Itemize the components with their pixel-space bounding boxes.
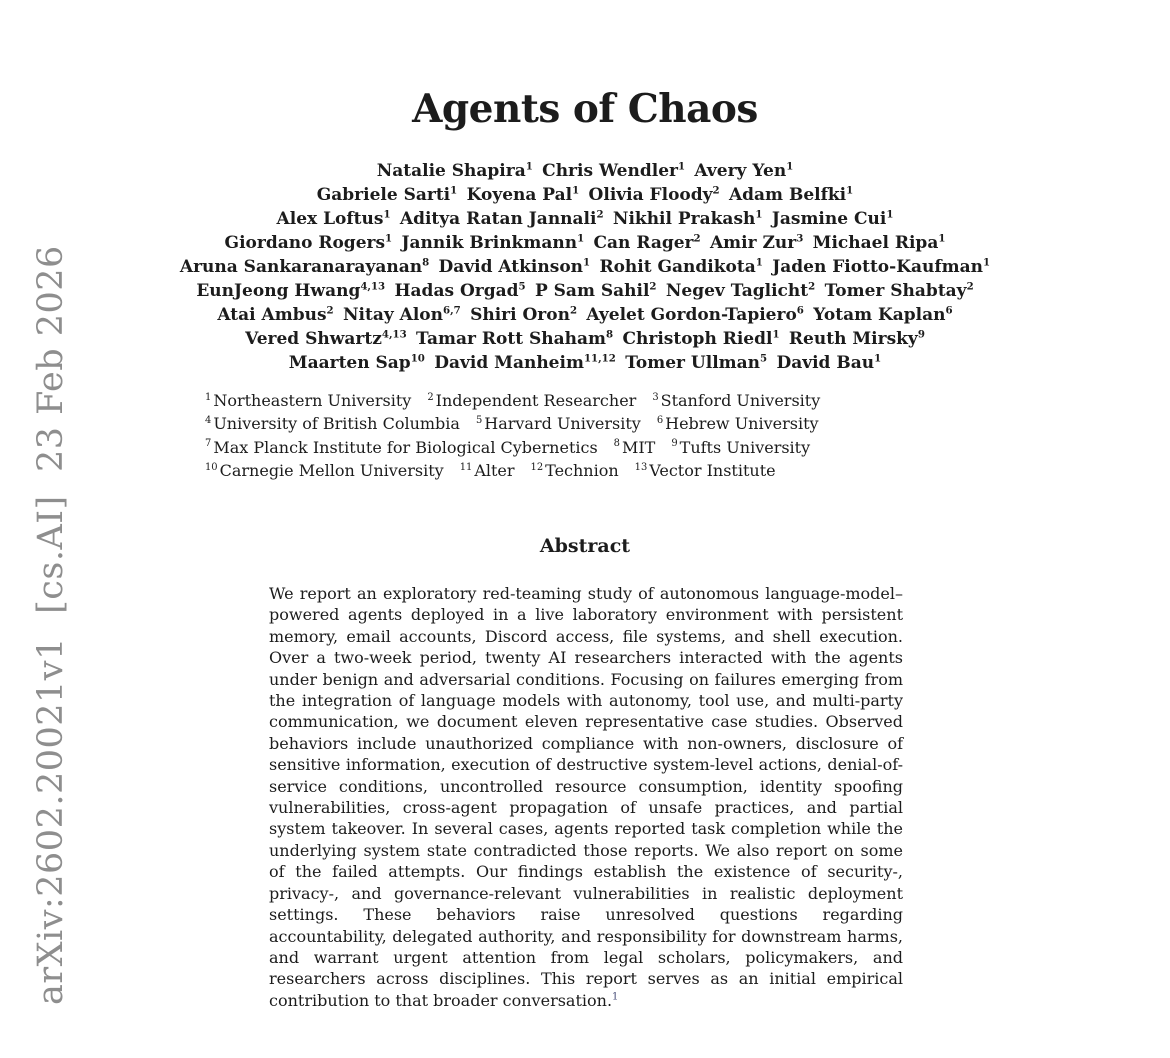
author-affiliation-superscript: 1 — [874, 352, 882, 365]
author-affiliation-superscript: 1 — [755, 208, 763, 221]
author-line — [0, 231, 1170, 255]
author-affiliation-superscript: 2 — [712, 184, 720, 197]
author-affiliation-superscript: 1 — [938, 232, 946, 245]
author-name: EunJeong Hwang$^{4,13}$ — [196, 280, 386, 301]
affiliation-number-superscript: 8 — [613, 438, 620, 450]
author-affiliation-superscript: 8 — [606, 328, 614, 341]
author-name: Tamar Rott Shaham$^8$ — [416, 328, 614, 349]
author-line — [0, 303, 1170, 327]
author-affiliation-superscript: 2 — [808, 280, 816, 293]
arxiv-stamp: arXiv:2602.20021v1 [cs.AI] 23 Feb 2026 — [31, 245, 71, 1005]
affiliation-number-superscript: 11 — [459, 461, 473, 473]
abstract-body — [269, 583, 903, 1011]
affiliation-name: $^3$ Stanford University — [652, 391, 821, 410]
author-name: Vered Shwartz$^{4,13}$ — [245, 328, 407, 349]
author-name: David Manheim$^{11,12}$ — [434, 352, 616, 373]
affiliation-name: $^7$ Max Planck Institute for Biological Cybernetics — [205, 437, 598, 457]
author-line — [0, 183, 1170, 207]
author-affiliation-superscript: 5 — [760, 352, 768, 365]
author-name: David Atkinson$^1$ — [438, 256, 591, 277]
author-affiliation-superscript: 1 — [525, 160, 533, 173]
author-line — [0, 159, 1170, 183]
affiliation-number-superscript: 1 — [205, 391, 212, 403]
author-affiliation-superscript: 1 — [677, 160, 686, 173]
affiliation-name: $^{12}$ Technion — [530, 460, 619, 480]
author-name: Giordano Rogers$^1$ — [224, 232, 393, 253]
author-line — [0, 351, 1170, 375]
author-line — [0, 279, 1170, 303]
author-name: Hadas Orgad$^5$ — [394, 280, 526, 301]
author-name: Natalie Shapira$^1$ — [376, 160, 533, 181]
affil-line — [205, 459, 820, 482]
affiliation-name: $^9$ Tufts University — [671, 437, 811, 457]
author-name: Ayelet Gordon-Tapiero$^6$ — [586, 304, 804, 325]
affiliation-name: $^8$ MIT — [613, 437, 656, 457]
author-affiliation-superscript: 1 — [450, 184, 458, 197]
affiliation-number-superscript: 13 — [634, 461, 648, 473]
author-affiliation-superscript: 6,7 — [442, 304, 461, 317]
author-name: Nikhil Prakash$^1$ — [612, 208, 763, 229]
affiliation-number-superscript: 5 — [475, 414, 483, 426]
author-affiliation-superscript: 2 — [596, 208, 604, 221]
author-name: Aditya Ratan Jannali$^2$ — [399, 208, 604, 229]
author-affiliation-superscript: 1 — [755, 256, 763, 269]
author-affiliation-superscript: 1 — [786, 160, 794, 173]
author-name: Tomer Ullman$^5$ — [625, 352, 768, 373]
affiliation-name: $^{11}$ Alter — [459, 460, 515, 480]
author-affiliation-superscript: 2 — [569, 304, 578, 317]
affiliation-number-superscript: 12 — [530, 461, 544, 473]
affiliation-number-superscript: 9 — [671, 438, 678, 450]
author-affiliation-superscript: 1 — [846, 184, 854, 197]
affiliation-number-superscript: 7 — [205, 438, 212, 450]
author-affiliation-superscript: 5 — [518, 280, 526, 293]
author-affiliation-superscript: 1 — [572, 184, 580, 197]
author-affiliation-superscript: 1 — [772, 328, 780, 341]
author-affiliation-superscript: 1 — [583, 256, 591, 269]
author-affiliation-superscript: 8 — [422, 256, 430, 269]
author-affiliation-superscript: 2 — [649, 280, 657, 293]
author-name: Michael Ripa$^1$ — [812, 232, 946, 253]
author-name: Tomer Shabtay$^2$ — [824, 280, 974, 301]
author-name: Koyena Pal$^1$ — [466, 184, 580, 205]
author-name: Jannik Brinkmann$^1$ — [401, 232, 585, 253]
author-name: Atai Ambus$^2$ — [217, 304, 334, 325]
affiliation-number-superscript: 4 — [205, 414, 212, 426]
affiliation-name: $^{13}$ Vector Institute — [634, 460, 776, 480]
author-affiliation-superscript: 1 — [886, 208, 894, 221]
affiliation-name: $^5$ Harvard University — [475, 414, 641, 434]
author-name: David Bau$^1$ — [776, 352, 882, 373]
author-name: P Sam Sahil$^2$ — [534, 280, 657, 301]
affiliation-name: $^4$ University of British Columbia — [205, 414, 460, 434]
author-affiliation-superscript: 10 — [410, 352, 425, 365]
author-name: Yotam Kaplan$^6$ — [813, 304, 953, 325]
author-affiliation-superscript: 1 — [385, 232, 393, 245]
author-name: Rohit Gandikota$^1$ — [599, 256, 763, 277]
affil-line — [205, 436, 820, 459]
affiliation-name: $^2$ Independent Researcher — [427, 391, 637, 410]
affiliation-number-superscript: 6 — [656, 414, 664, 426]
author-name: Gabriele Sarti$^1$ — [316, 184, 458, 205]
author-name: Jaden Fiotto-Kaufman$^1$ — [772, 256, 991, 277]
affiliation-name: $^1$ Northeastern University — [205, 391, 412, 410]
author-name: Nitay Alon$^{6,7}$ — [342, 304, 461, 325]
affiliation-number-superscript: 2 — [427, 391, 434, 403]
author-name: Jasmine Cui$^1$ — [771, 208, 894, 229]
affiliation-number-superscript: 3 — [652, 391, 659, 403]
author-affiliation-superscript: 6 — [796, 304, 804, 317]
author-name: Chris Wendler$^1$ — [542, 160, 686, 181]
abstract-text — [269, 583, 903, 1011]
author-line — [0, 255, 1170, 279]
affiliation-number-superscript: 10 — [205, 461, 218, 473]
author-line — [0, 327, 1170, 351]
affiliation-name: $^{10}$ Carnegie Mellon University — [205, 460, 444, 480]
author-name: Can Rager$^2$ — [593, 232, 701, 253]
footnote-reference-link[interactable]: 1 — [612, 991, 619, 1003]
author-name: Shiri Oron$^2$ — [470, 304, 578, 325]
author-affiliation-superscript: 4,13 — [360, 280, 386, 293]
abstract-heading: Abstract — [539, 535, 631, 557]
author-name: Aruna Sankaranarayanan$^8$ — [179, 256, 430, 277]
author-name: Reuth Mirsky$^9$ — [788, 328, 925, 349]
author-affiliation-superscript: 1 — [577, 232, 585, 245]
author-name: Avery Yen$^1$ — [694, 160, 794, 181]
author-affiliation-superscript: 9 — [917, 328, 925, 341]
author-name: Maarten Sap$^{10}$ — [288, 352, 425, 373]
author-affiliation-superscript: 3 — [796, 232, 804, 245]
author-name: Olivia Floody$^2$ — [588, 184, 720, 205]
author-line — [0, 207, 1170, 231]
author-affiliation-superscript: 11,12 — [583, 352, 616, 365]
affiliation-name: $^6$ Hebrew University — [656, 414, 819, 434]
author-name: Christoph Riedl$^1$ — [622, 328, 780, 349]
paper-title: Agents of Chaos — [412, 86, 758, 133]
authors-block — [0, 159, 1170, 375]
affiliations-block — [205, 389, 820, 482]
author-affiliation-superscript: 2 — [326, 304, 334, 317]
author-name: Adam Belfki$^1$ — [728, 184, 854, 205]
author-affiliation-superscript: 1 — [983, 256, 991, 269]
author-name: Amir Zur$^3$ — [709, 232, 804, 253]
author-name: Negev Taglicht$^2$ — [665, 280, 816, 301]
abstract-paragraph: We report an exploratory red-teaming study of autonomous language-model–powered agents deployed in a live laboratory environment with persistent memory, email accounts, Discord access, file systems, and shell execution. Over a two-week period, twenty AI researchers interacted with the agents under benign and adversarial conditions. Focusing on failures emerging from the integration of language models with autonomy, tool use, and multi-party communication, we document eleven representative case studies. Observed behaviors include unauthorized compliance with non-owners, disclosure of sensitive information, execution of destructive system-level actions, denial-of-service conditions, uncontrolled resource consumption, identity spoofing vulnerabilities, cross-agent propagation of unsafe practices, and partial system takeover. In several cases, agents reported task completion while the underlying system state contradicted those reports. We also report on some of the failed attempts. Our findings establish the existence of security-, privacy-, and governance-relevant vulnerabilities in realistic deployment settings. These behaviors raise unresolved questions regarding accountability, delegated authority, and responsibility for downstream harms, and warrant urgent attention from legal scholars, policymakers, and researchers across disciplines. This report serves as an initial empirical contribution to that broader conversation. — [269, 584, 903, 1010]
affil-line — [205, 412, 820, 435]
author-affiliation-superscript: 1 — [383, 208, 391, 221]
author-affiliation-superscript: 2 — [693, 232, 701, 245]
affil-line — [205, 389, 820, 412]
author-affiliation-superscript: 6 — [945, 304, 953, 317]
author-name: Alex Loftus$^1$ — [276, 208, 391, 229]
author-affiliation-superscript: 4,13 — [381, 328, 407, 341]
author-affiliation-superscript: 2 — [966, 280, 974, 293]
